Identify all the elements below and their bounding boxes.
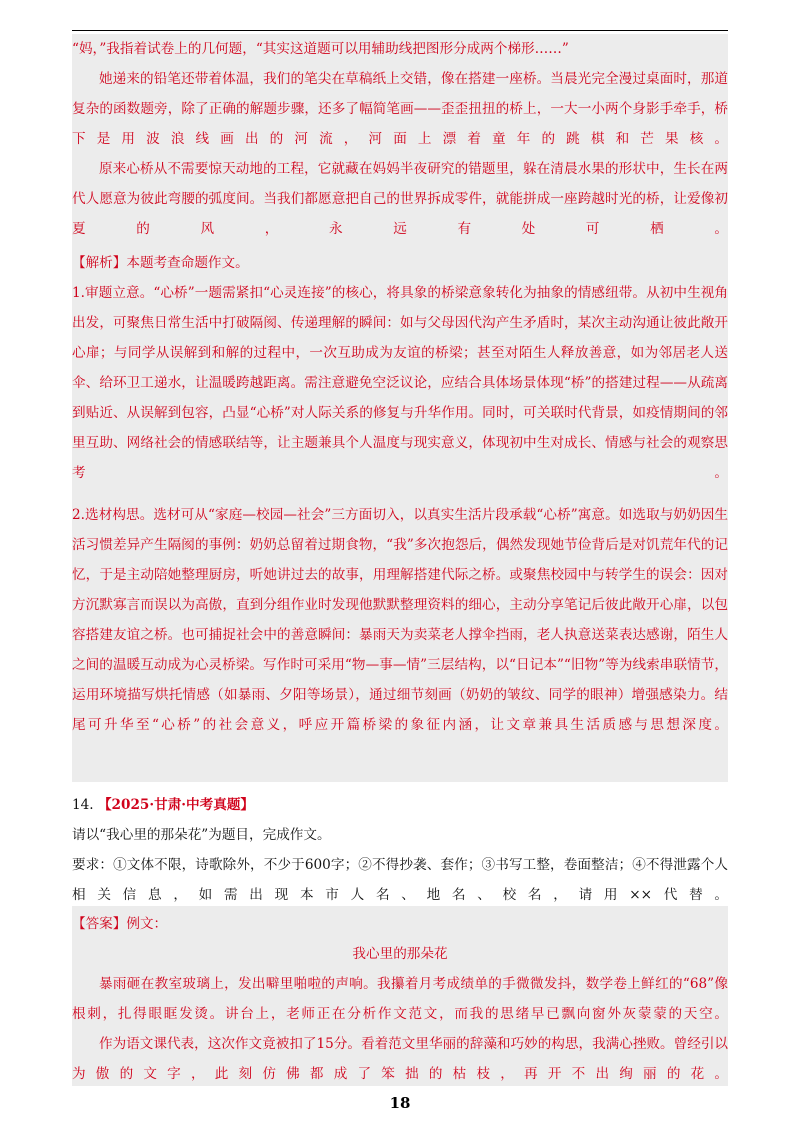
analysis-point-2: 2.选材构思。选材可从“家庭—校园—社会”三方面切入，以真实生活片段承载“心桥”寓意。如选取与奶奶因生活习惯差异产生隔阂的事例：奶奶总留着过期食物，“我”多次抱怨后，偶然发现她节俭背后是对饥荒年代的记忆，于是主动陪她整理厨房，听她讲过去的故事，用理解搭建代际之桥。或聚焦校园中与转学生的误会：因对方沉默寡言而误以为高傲，直到分组作业时发现他默默整理资料的细心，主动分享笔记后彼此敞开心扉，以包容搭建友谊之桥。也可捕捉社会中的善意瞬间：暴雨天为卖菜老人撑伞挡雨，老人执意送菜表达感谢，陌生人之间的温暖互动成为心灵桥梁。写作时可采用“物—事—情”三层结构，以“日记本”“旧物”等为线索串联情节，运用环境描写烘托情感（如暴雨、夕阳等场景），通过细节刻画（奶奶的皱纹、同学的眼神）增强感染力。结尾可升华至“心桥”的社会意义，呼应开篇桥梁的象征内涵，让文章兼具生活质感与思想深度。 xyxy=(72,507,728,733)
essay-paragraph: 暴雨砸在教室玻璃上，发出噼里啪啦的声响。我攥着月考成绩单的手微微发抖，数学卷上鲜红的“68”像根刺，扎得眼眶发烫。讲台上，老师正在分析作文范文，而我的思绪早已飘向窗外灰蒙蒙的天空。 xyxy=(72,976,728,1022)
essay-paragraph: 作为语文课代表，这次作文竟被扣了15分。看着范文里华丽的辞藻和巧妙的构思，我满心挫败。曾经引以为傲的文字，此刻仿佛都成了笨拙的枯枝，再开不出绚丽的花。 xyxy=(72,1036,728,1082)
answer-label-line xyxy=(72,909,728,939)
analysis-label: 【解析】本题考查命题作文。 xyxy=(72,255,249,271)
question-requirements xyxy=(72,850,728,910)
question-number: 14. xyxy=(72,797,94,813)
essay-paragraph: 原来心桥从不需要惊天动地的工程，它就藏在妈妈半夜研究的错题里，躲在清晨水果的形状中，生长在两代人愿意为彼此弯腰的弧度间。当我们都愿意把自己的世界拆成零件，就能拼成一座跨越时光的桥，让爱像初夏的风，永远有处可栖。 xyxy=(72,161,728,237)
answer-label-suffix: 例文： xyxy=(126,916,168,932)
question-source: 【2025·甘肃·中考真题】 xyxy=(97,797,255,813)
dialogue-line: “妈，”我指着试卷上的几何题，“其实这道题可以用辅助线把图形分成两个梯形……” xyxy=(72,41,569,57)
page-number: 18 xyxy=(389,1094,411,1112)
requirements-text: ①文体不限，诗歌除外，不少于600字；②不得抄袭、套作；③书写工整，卷面整洁；④不得泄露个人相关信息，如需出现本市人名、地名、校名，请用××代替。 xyxy=(72,857,728,903)
essay-paragraph: 她递来的铅笔还带着体温，我们的笔尖在草稿纸上交错，像在搭建一座桥。当晨光完全漫过桌面时，那道复杂的函数题旁，除了正确的解题步骤，还多了幅简笔画——歪歪扭扭的桥上，一大一小两个身影手牵手，桥下是用波浪线画出的河流，河面上漂着童年的跳棋和芒果核。 xyxy=(72,71,728,147)
header-rule xyxy=(72,30,728,31)
essay-title: 我心里的那朵花 xyxy=(352,946,448,962)
question-prompt: 请以“我心里的那朵花”为题目，完成作文。 xyxy=(72,827,331,843)
requirements-label: 要求： xyxy=(72,857,114,873)
question-header xyxy=(72,790,728,820)
analysis-point-1: 1.审题立意。“心桥”一题需紧扣“心灵连接”的核心，将具象的桥梁意象转化为抽象的情感纽带。从初中生视角出发，可聚焦日常生活中打破隔阂、传递理解的瞬间：如与父母因代沟产生矛盾时，某次主动沟通让彼此敞开心扉；与同学从误解到和解的过程中，一次互助成为友谊的桥梁；甚至对陌生人释放善意，如为邻居老人送伞、给环卫工递水，让温暖跨越距离。需注意避免空泛议论，应结合具体场景体现“桥”的搭建过程——从疏离到贴近、从误解到包容，凸显“心桥”对人际关系的修复与升华作用。同时，可关联时代背景，如疫情期间的邻里互助、网络社会的情感联结等，让主题兼具个人温度与现实意义，体现初中生对成长、情感与社会的观察思考。 xyxy=(72,285,728,481)
answer-label: 【答案】 xyxy=(72,916,127,932)
